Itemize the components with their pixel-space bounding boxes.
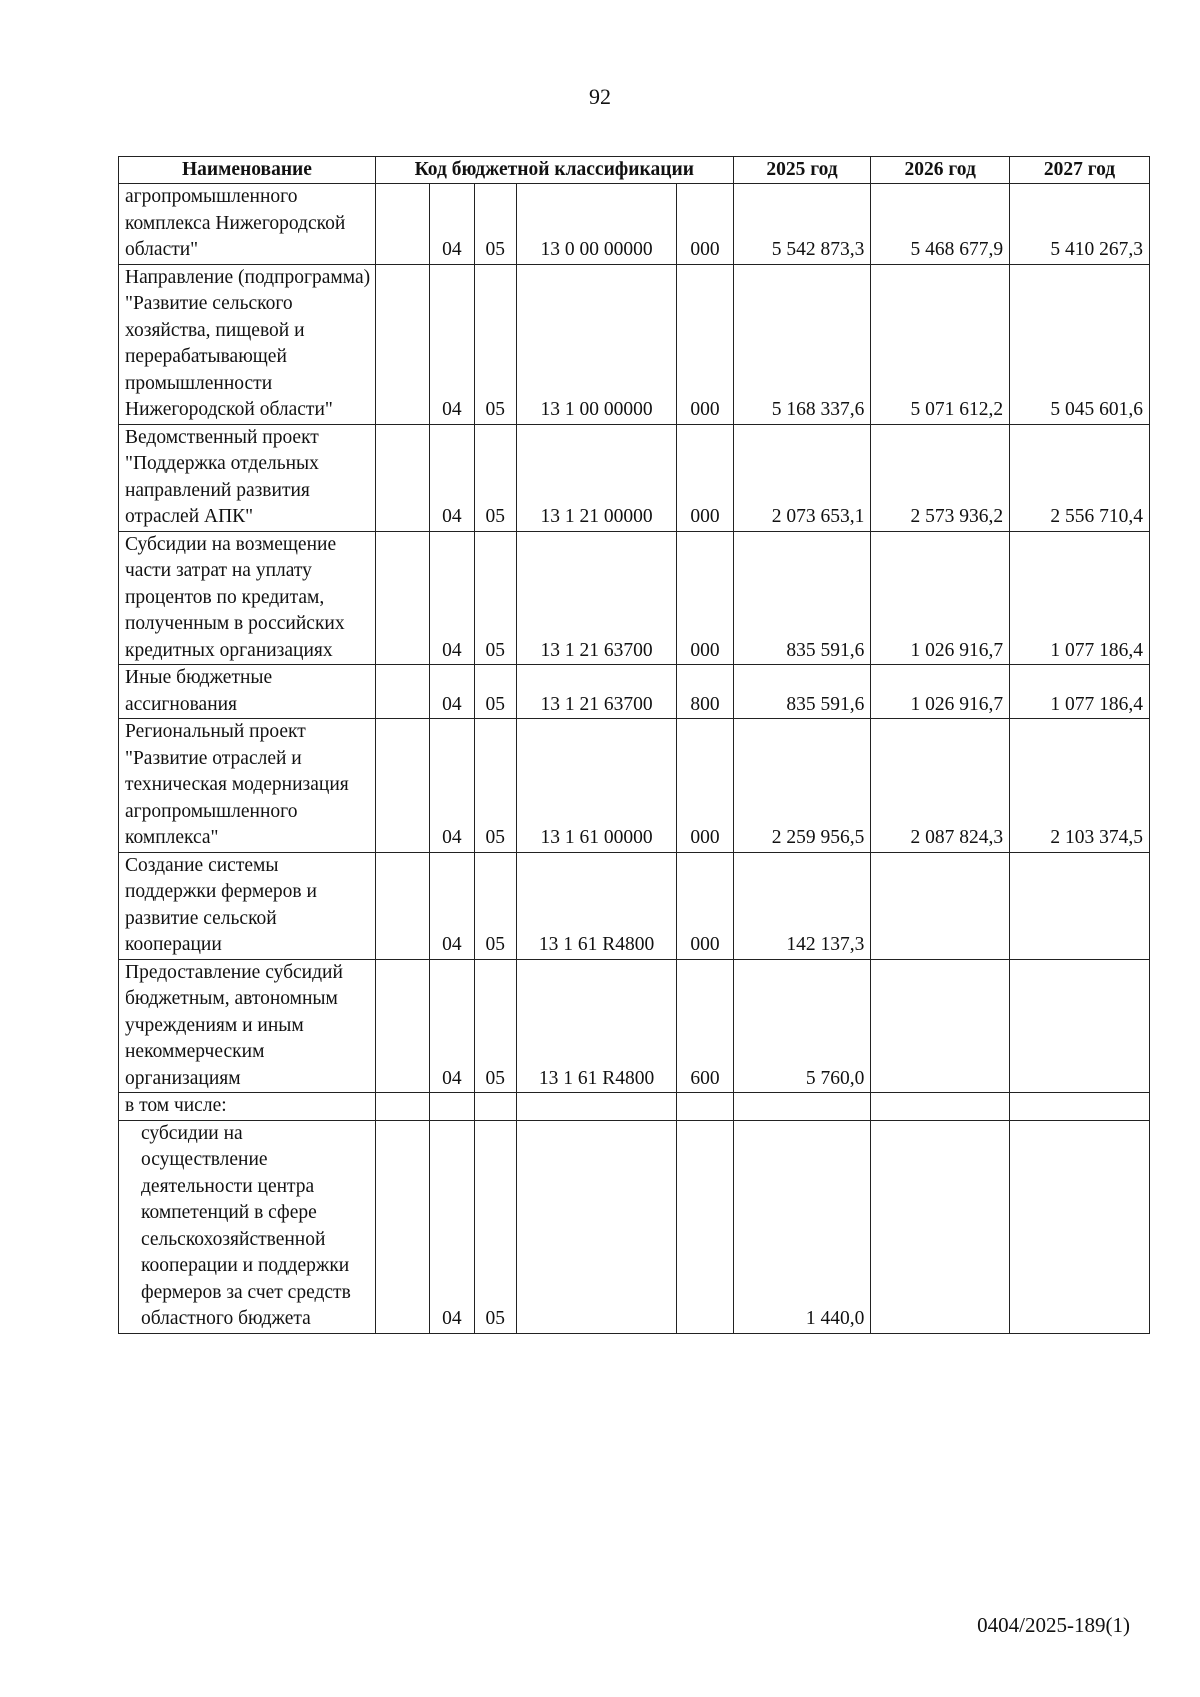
- code-section: [430, 1093, 474, 1121]
- code-cell: [375, 531, 429, 665]
- code-subsection: 05: [474, 852, 516, 959]
- value-2026: 5 071 612,2: [871, 264, 1010, 424]
- code-cell: [375, 719, 429, 853]
- value-2026: 1 026 916,7: [871, 531, 1010, 665]
- code-subsection: 05: [474, 184, 516, 265]
- value-2025: 1 440,0: [733, 1120, 871, 1333]
- code-cell: [375, 959, 429, 1093]
- value-2026: [871, 959, 1010, 1093]
- header-2025: 2025 год: [733, 157, 871, 184]
- code-expense-type: 000: [677, 184, 733, 265]
- code-subsection: 05: [474, 959, 516, 1093]
- value-2025: 5 168 337,6: [733, 264, 871, 424]
- value-2027: [1010, 1093, 1150, 1121]
- code-target-article: 13 1 21 63700: [516, 531, 676, 665]
- code-expense-type: [677, 1120, 733, 1333]
- row-name: агропромышленного комплекса Нижегородской области": [119, 184, 376, 265]
- value-2025: 835 591,6: [733, 531, 871, 665]
- code-subsection: 05: [474, 424, 516, 531]
- value-2025: 142 137,3: [733, 852, 871, 959]
- value-2025: 5 760,0: [733, 959, 871, 1093]
- table-body: [119, 184, 1150, 1334]
- code-target-article: 13 1 61 00000: [516, 719, 676, 853]
- value-2027: 5 045 601,6: [1010, 264, 1150, 424]
- budget-table: [118, 156, 1150, 1334]
- value-2026: 5 468 677,9: [871, 184, 1010, 265]
- table-row: [119, 959, 1150, 1093]
- table-row: [119, 1093, 1150, 1121]
- table-row: [119, 665, 1150, 719]
- code-subsection: 05: [474, 1120, 516, 1333]
- value-2027: 2 556 710,4: [1010, 424, 1150, 531]
- value-2027: [1010, 852, 1150, 959]
- row-name: Региональный проект "Развитие отраслей и техническая модернизация агропромышленного комплекса": [119, 719, 376, 853]
- page-number: 92: [589, 84, 611, 109]
- code-section: 04: [430, 665, 474, 719]
- value-2025: 2 073 653,1: [733, 424, 871, 531]
- row-name: в том числе:: [119, 1093, 376, 1121]
- code-section: 04: [430, 424, 474, 531]
- row-name: Субсидии на возмещение части затрат на уплату процентов по кредитам, полученным в российских кредитных организациях: [119, 531, 376, 665]
- code-cell: [375, 1120, 429, 1333]
- code-expense-type: 600: [677, 959, 733, 1093]
- code-cell: [375, 424, 429, 531]
- code-expense-type: 000: [677, 719, 733, 853]
- value-2025: 2 259 956,5: [733, 719, 871, 853]
- header-2026: 2026 год: [871, 157, 1010, 184]
- table-row: [119, 531, 1150, 665]
- code-target-article: 13 1 21 63700: [516, 665, 676, 719]
- code-cell: [375, 852, 429, 959]
- value-2027: [1010, 959, 1150, 1093]
- code-target-article: 13 1 61 R4800: [516, 852, 676, 959]
- header-name: Наименование: [119, 157, 376, 184]
- code-expense-type: 000: [677, 852, 733, 959]
- code-target-article: 13 1 00 00000: [516, 264, 676, 424]
- code-target-article: [516, 1093, 676, 1121]
- code-expense-type: [677, 1093, 733, 1121]
- code-section: 04: [430, 1120, 474, 1333]
- code-section: 04: [430, 719, 474, 853]
- table-row: [119, 184, 1150, 265]
- row-name: Предоставление субсидий бюджетным, автономным учреждениям и иным некоммерческим организациям: [119, 959, 376, 1093]
- value-2027: 1 077 186,4: [1010, 531, 1150, 665]
- row-name: Создание системы поддержки фермеров и развитие сельской кооперации: [119, 852, 376, 959]
- code-subsection: 05: [474, 531, 516, 665]
- code-subsection: [474, 1093, 516, 1121]
- value-2027: 1 077 186,4: [1010, 665, 1150, 719]
- code-target-article: 13 0 00 00000: [516, 184, 676, 265]
- code-section: 04: [430, 184, 474, 265]
- table-row: [119, 424, 1150, 531]
- header-code: Код бюджетной классификации: [375, 157, 733, 184]
- value-2025: [733, 1093, 871, 1121]
- code-section: 04: [430, 959, 474, 1093]
- value-2025: 5 542 873,3: [733, 184, 871, 265]
- value-2026: [871, 1120, 1010, 1333]
- code-section: 04: [430, 264, 474, 424]
- row-name: Иные бюджетные ассигнования: [119, 665, 376, 719]
- header-row: [119, 157, 1150, 184]
- row-name: Направление (подпрограмма) "Развитие сельского хозяйства, пищевой и перерабатывающей промышленности Нижегородской области": [119, 264, 376, 424]
- code-subsection: 05: [474, 665, 516, 719]
- code-target-article: 13 1 21 00000: [516, 424, 676, 531]
- code-target-article: 13 1 61 R4800: [516, 959, 676, 1093]
- table-row: [119, 264, 1150, 424]
- value-2027: [1010, 1120, 1150, 1333]
- code-cell: [375, 665, 429, 719]
- table-row: [119, 1120, 1150, 1333]
- code-expense-type: 000: [677, 531, 733, 665]
- value-2026: [871, 852, 1010, 959]
- table-row: [119, 852, 1150, 959]
- value-2027: 5 410 267,3: [1010, 184, 1150, 265]
- document-id: 0404/2025-189(1): [977, 1613, 1130, 1637]
- value-2027: 2 103 374,5: [1010, 719, 1150, 853]
- value-2025: 835 591,6: [733, 665, 871, 719]
- header-2027: 2027 год: [1010, 157, 1150, 184]
- code-expense-type: 000: [677, 264, 733, 424]
- row-name: Ведомственный проект "Поддержка отдельных направлений развития отраслей АПК": [119, 424, 376, 531]
- value-2026: 1 026 916,7: [871, 665, 1010, 719]
- code-expense-type: 000: [677, 424, 733, 531]
- row-name: субсидии на осуществление деятельности центра компетенций в сфере сельскохозяйственной кооперации и поддержки фермеров за счет средств областного бюджета: [119, 1120, 376, 1333]
- value-2026: 2 087 824,3: [871, 719, 1010, 853]
- code-cell: [375, 264, 429, 424]
- code-section: 04: [430, 531, 474, 665]
- value-2026: 2 573 936,2: [871, 424, 1010, 531]
- code-expense-type: 800: [677, 665, 733, 719]
- table-row: [119, 719, 1150, 853]
- code-cell: [375, 184, 429, 265]
- code-target-article: [516, 1120, 676, 1333]
- code-section: 04: [430, 852, 474, 959]
- value-2026: [871, 1093, 1010, 1121]
- code-subsection: 05: [474, 719, 516, 853]
- code-subsection: 05: [474, 264, 516, 424]
- code-cell: [375, 1093, 429, 1121]
